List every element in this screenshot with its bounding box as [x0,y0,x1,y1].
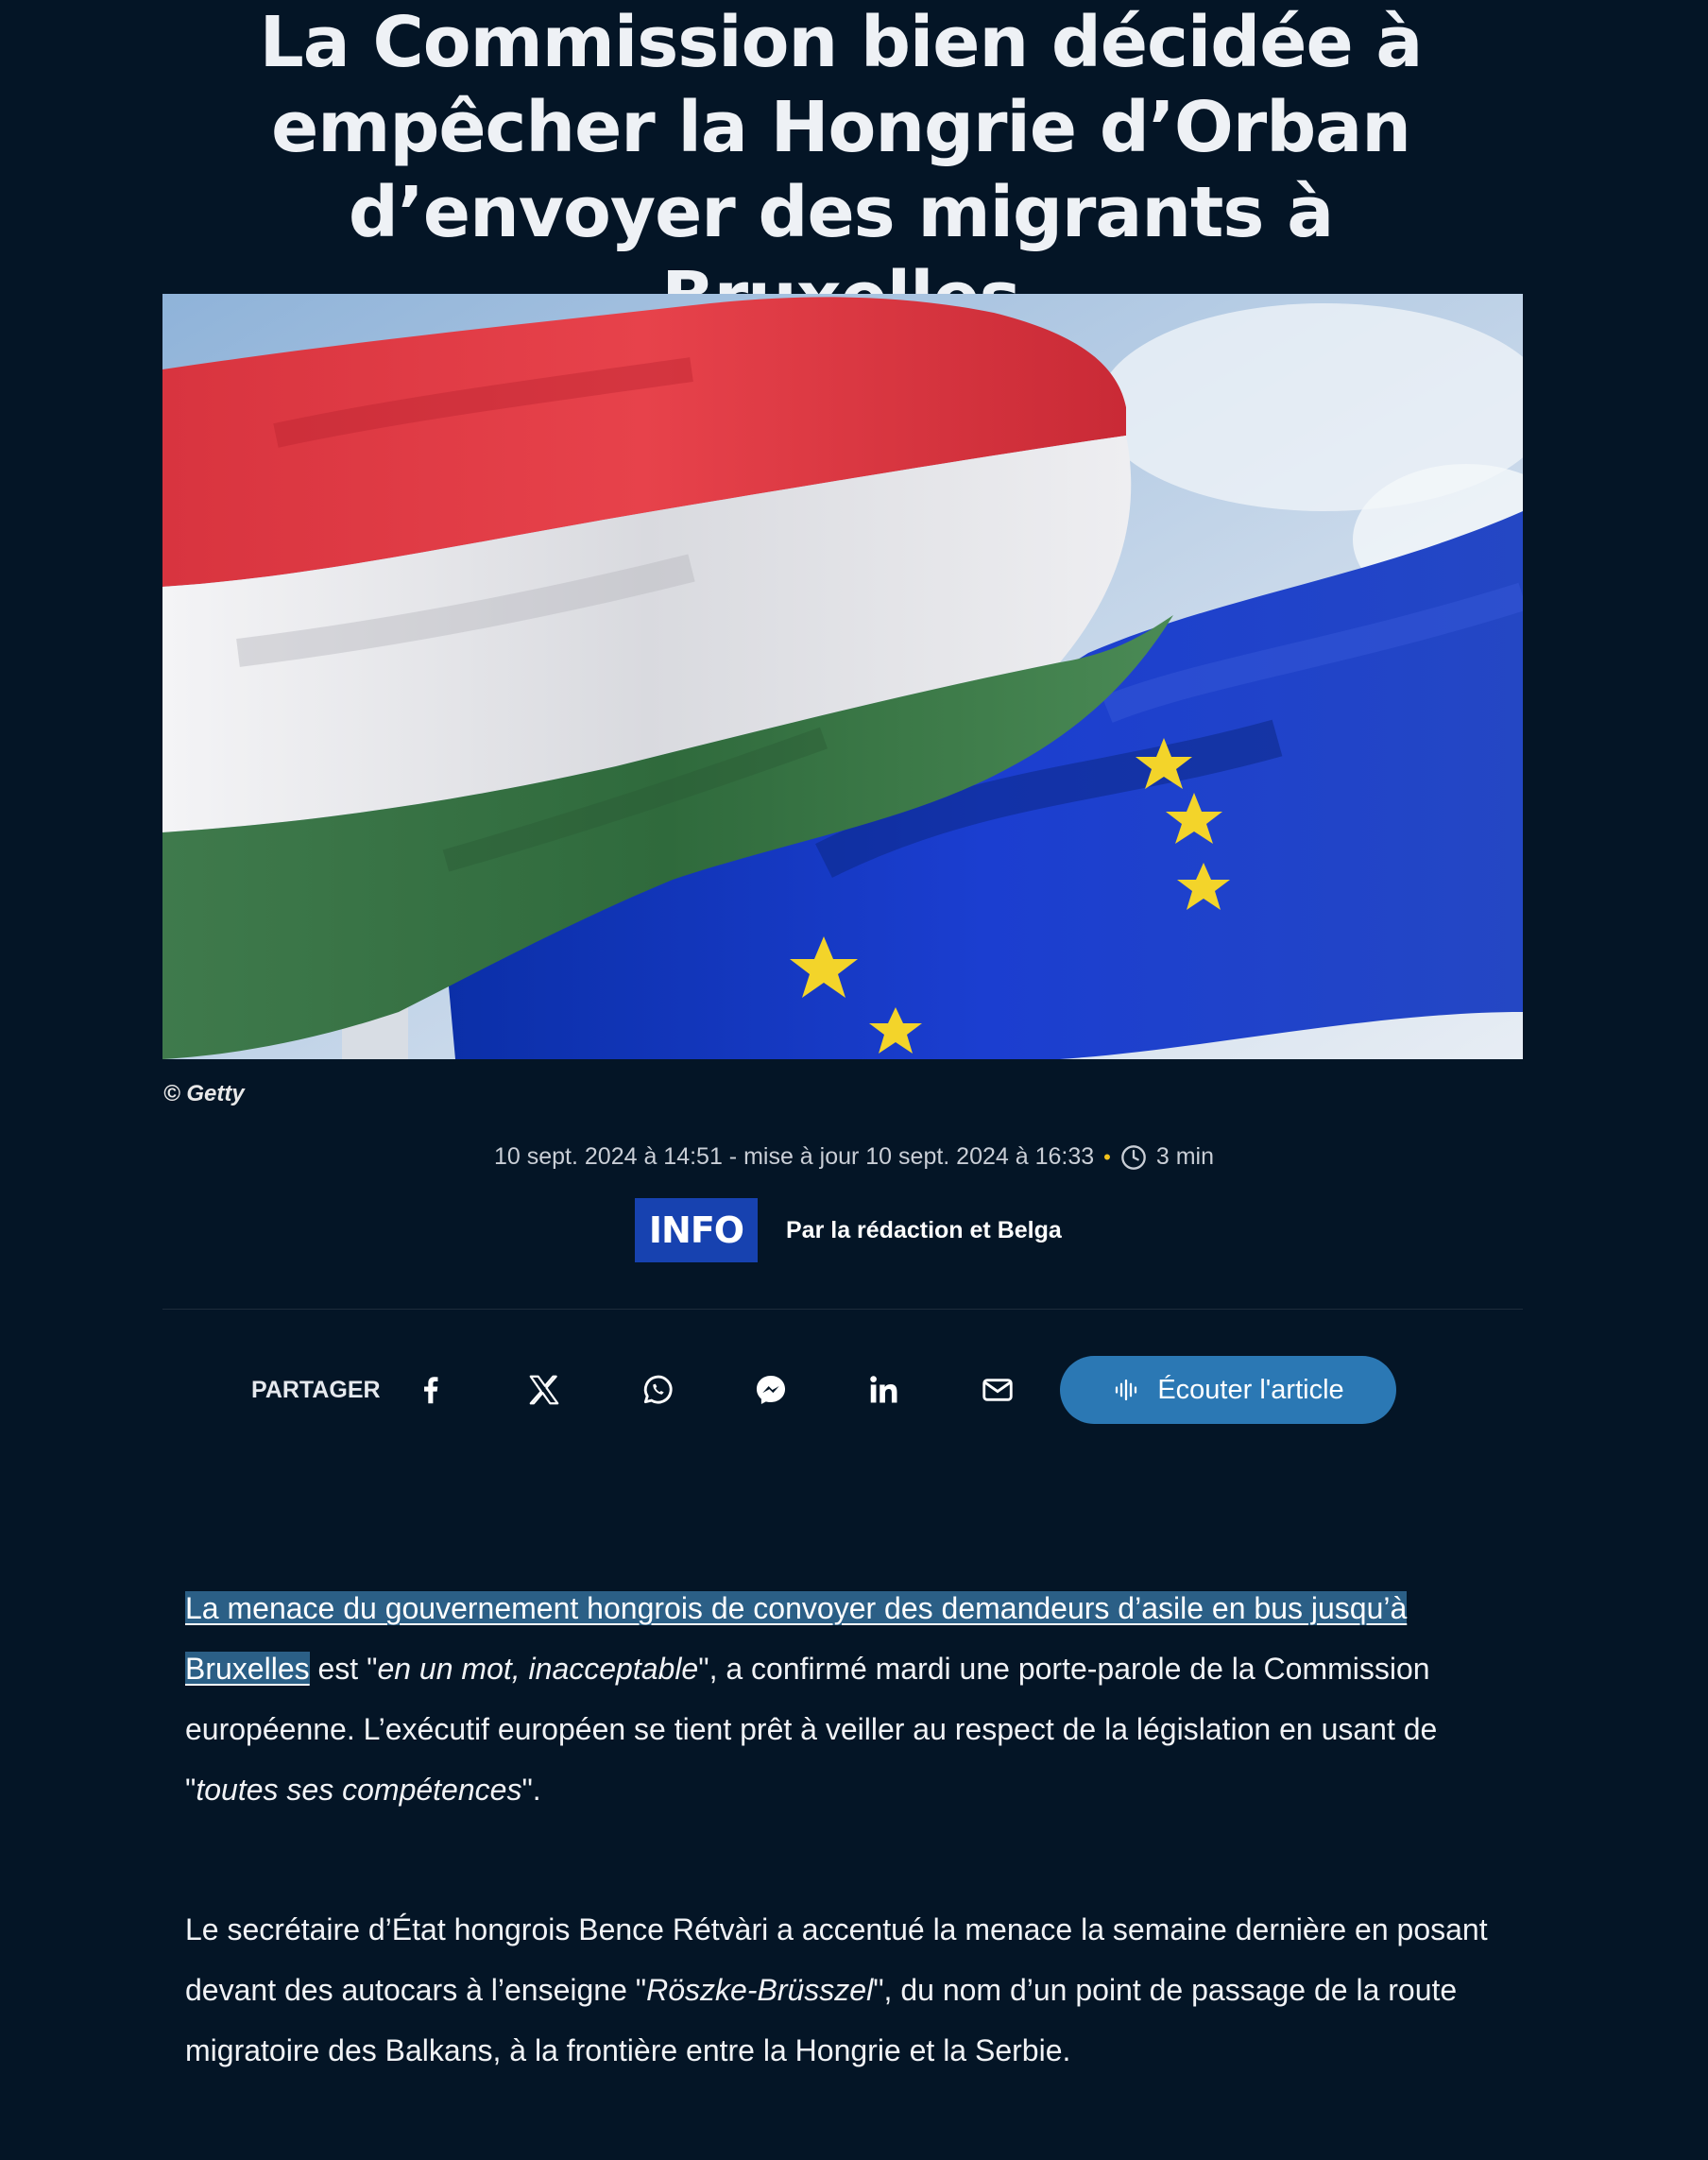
article-meta [0,1143,1708,1171]
quote-fragment: en un mot, inacceptable [377,1652,699,1686]
facebook-icon[interactable] [374,1356,487,1424]
clock-icon [1120,1144,1147,1171]
publish-dates: 10 sept. 2024 à 14:51 - mise à jour 10 sept. 2024 à 16:33 [493,1143,1095,1170]
hungary-eu-flags-image [162,294,1523,1059]
text-fragment: est " [309,1652,378,1686]
x-icon[interactable] [487,1356,601,1424]
quote-fragment: toutes ses compétences [196,1773,522,1807]
read-time: 3 min [1155,1143,1214,1170]
share-bar [251,1356,1396,1424]
info-badge[interactable]: INFO [635,1198,758,1262]
text-fragment: ", du nom d’un point de passage de la route migratoire des Balkans, à la frontière entre la Hongrie et la Serbie. [185,1973,1458,2067]
paragraph-1 [185,1578,1527,1820]
article-body [185,1578,1527,2160]
messenger-icon[interactable] [714,1356,828,1424]
article-headline: La Commission bien décidée à empêcher la Hongrie d’Orban d’envoyer des migrants à [259,2,1423,253]
authors: Par la rédaction et Belga [786,1216,1062,1243]
quote-fragment: Röszke-Brüsszel [646,1973,874,2007]
mail-icon[interactable] [941,1356,1054,1424]
audio-wave-icon [1112,1376,1140,1404]
share-label: PARTAGER [251,1376,381,1403]
whatsapp-icon[interactable] [601,1356,714,1424]
listen-article-button[interactable] [1060,1356,1396,1424]
image-caption: © Getty [163,1081,245,1106]
related-article-link[interactable]: La menace du gouvernement hongrois de convoyer des demandeurs d’asile en bus jusqu’à Bruxelles [185,1591,1408,1686]
paragraph-2 [185,1899,1527,2081]
divider [162,1309,1523,1310]
text-fragment: ". [521,1773,541,1807]
text-fragment: Le secrétaire d’État hongrois Bence Rétvàri a accentué la menace la semaine dernière en posant devant des autocars à l’enseigne " [185,1912,1488,2007]
linkedin-icon[interactable] [828,1356,941,1424]
meta-separator: • [1103,1144,1111,1169]
byline [635,1198,1062,1262]
text-fragment: ", a confirmé mardi une porte-parole de la Commission européenne. L’exécutif européen se tient prêt à veiller au respect de la législation en usant de " [185,1652,1438,1807]
listen-label: Écouter l'article [1157,1374,1344,1405]
